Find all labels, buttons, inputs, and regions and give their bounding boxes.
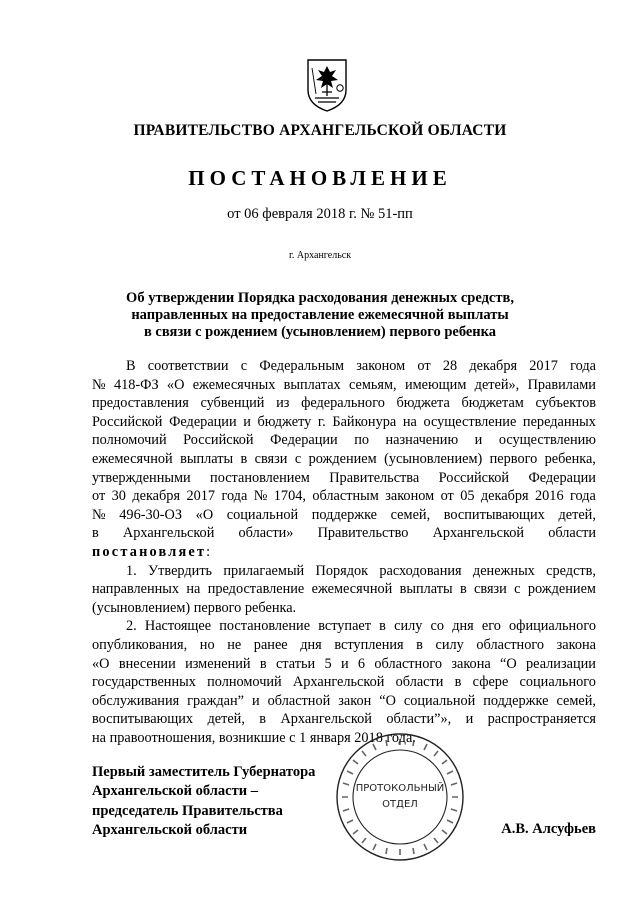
body-line: от 30 декабря 2017 года № 1704, областным законом от 05 декабря 2016 года — [92, 488, 596, 505]
document-type: ПОСТАНОВЛЕНИЕ — [188, 166, 452, 190]
body-line: в Архангельской области» Правительство Архангельской области — [92, 525, 596, 542]
document-date-number: от 06 февраля 2018 г. № 51-пп — [227, 206, 413, 222]
stamp-center-line2: ОТДЕЛ — [382, 799, 418, 810]
signatory-position-line: председатель Правительства — [92, 802, 283, 819]
body-line: утвержденными постановлением Правительства Российской Федерации — [92, 469, 596, 486]
body-line: на правоотношения, возникшие с 1 января 2018 года. — [92, 729, 416, 746]
resolves-word: постановляет — [92, 543, 207, 560]
body-line: № 418-ФЗ «О ежемесячных выплатах семьям, имеющим детей», Правилами — [92, 376, 596, 393]
signatory-name: А.В. Алсуфьев — [501, 821, 596, 837]
body-line: опубликования, но не ранее дня вступления в силу областного закона — [92, 636, 596, 653]
body-line: воспитывающих детей, в Архангельской области”», и распространяется — [92, 711, 596, 728]
body-line: направленных на предоставление ежемесячной выплаты в связи с рождением — [92, 581, 596, 598]
document-body — [92, 357, 596, 747]
document-subject — [80, 290, 560, 341]
resolves-colon: : — [206, 543, 211, 560]
signatory-position-line: Первый заместитель Губернатора — [92, 764, 316, 780]
signatory-position-line: Архангельской области — [92, 822, 248, 839]
body-line: «О внесении изменений в статьи 5 и 6 областного закона “О реализации — [92, 655, 596, 672]
document-city: г. Архангельск — [288, 250, 352, 261]
body-line: 2. Настоящее постановление вступает в силу со дня его официального — [126, 618, 596, 635]
coat-of-arms-icon — [306, 58, 348, 112]
body-line: В соответствии с Федеральным законом от 28 декабря 2017 года — [126, 358, 596, 374]
body-line-resolves — [92, 543, 596, 562]
body-line: обслуживания граждан” и областной закон “О социальной поддержке семей, — [92, 692, 596, 709]
body-line: 1. Утвердить прилагаемый Порядок расходования денежных средств, — [126, 562, 596, 579]
body-line: Российской Федерации и бюджету г. Байконура на осуществление переданных — [92, 413, 596, 430]
signatory-position-line: Архангельской области – — [92, 783, 258, 800]
official-stamp — [334, 731, 466, 863]
body-line: (усыновлением) первого ребенка. — [92, 599, 297, 616]
body-line: полномочий Российской Федерации по назначению и осуществлению — [92, 432, 596, 449]
body-line: № 496-30-ОЗ «О социальной поддержке семей, воспитывающих детей, — [92, 506, 596, 523]
body-line: государственных полномочий Архангельской области в сфере социального — [92, 674, 596, 691]
stamp-center-line1: ПРОТОКОЛЬНЫЙ — [355, 783, 445, 794]
body-line: предоставления субвенций из федерального бюджета бюджетам субъектов — [92, 395, 596, 412]
body-line: ежемесячной выплаты в связи с рождением (усыновлением) первого ребенка, — [92, 450, 596, 467]
subject-line: направленных на предоставление ежемесячной выплаты — [131, 307, 509, 323]
organization-title: ПРАВИТЕЛЬСТВО АРХАНГЕЛЬСКОЙ ОБЛАСТИ — [133, 122, 507, 139]
signatory-position — [92, 763, 342, 841]
subject-line: Об утверждении Порядка расходования денежных средств, — [126, 290, 514, 306]
subject-line: в связи с рождением (усыновлением) первого ребенка — [143, 324, 497, 340]
